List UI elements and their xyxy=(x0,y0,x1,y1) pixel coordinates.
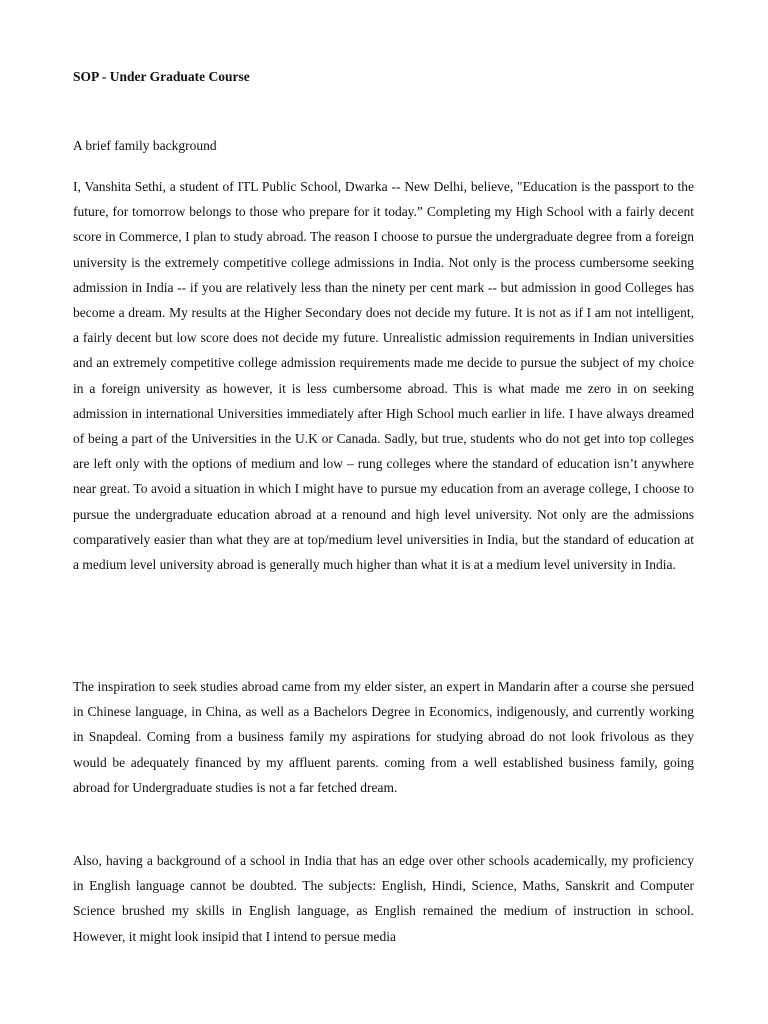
paragraph-inspiration: The inspiration to seek studies abroad came from my elder sister, an expert in Mandarin after a course she persued in Chinese language, in China, as well as a Bachelors Degree in Economics, indigenously, and currently working in Snapdeal. Coming from a business family my aspirations for studying abroad do not look frivolous as they would be adequately financed by my affluent parents. coming from a well established business family, going abroad for Undergraduate studies is not a far fetched dream. xyxy=(73,679,694,795)
section-heading: A brief family background xyxy=(73,138,217,153)
document-title: SOP - Under Graduate Course xyxy=(73,69,250,84)
paragraph-school-background: Also, having a background of a school in India that has an edge over other schools academically, my proficiency in English language cannot be doubted. The subjects: English, Hindi, Science, Maths, Sanskrit and Computer Science brushed my skills in English language, as English remained the medium of instruction in school. However, it might look insipid that I intend to persue media xyxy=(73,853,694,944)
paragraph-family-background: I, Vanshita Sethi, a student of ITL Public School, Dwarka -- New Delhi, believe, "Education is the passport to the future, for tomorrow belongs to those who prepare for it today.” Completing my High School with a fairly decent score in Commerce, I plan to study abroad. The reason I choose to pursue the undergraduate degree from a foreign university is the extremely competitive college admissions in India. Not only is the process cumbersome seeking admission in India -- if you are relatively less than the ninety per cent mark -- but admission in good Colleges has become a dream. My results at the Higher Secondary does not decide my future. It is not as if I am not intelligent, a fairly decent but low score does not decide my future. Unrealistic admission requirements in Indian universities and an extremely competitive college admission requirements made me decide to pursue the subject of my choice in a foreign university as however, it is less cumbersome abroad. This is what made me zero in on seeking admission in international Universities immediately after High School much earlier in life. I have always dreamed of being a part of the Universities in the U.K or Canada. Sadly, but true, students who do not get into top colleges are left only with the options of medium and low – rung colleges where the standard of education isn’t anywhere near great. To avoid a situation in which I might have to pursue my education from an average college, I choose to pursue the undergraduate education abroad at a renound and high level university. Not only are the admissions comparatively easier than what they are at top/medium level universities in India, but the standard of education at a medium level university abroad is generally much higher than what it is at a medium level university in India. xyxy=(73,179,694,573)
